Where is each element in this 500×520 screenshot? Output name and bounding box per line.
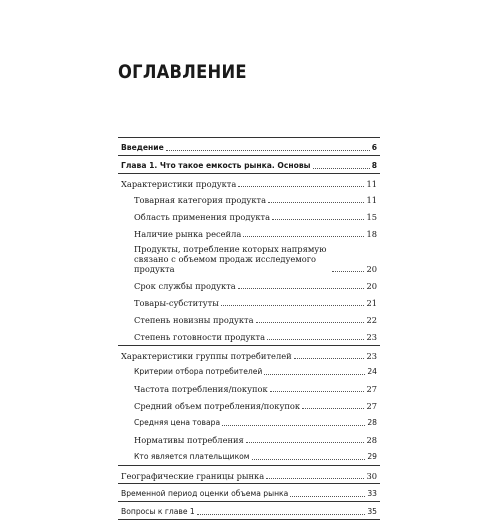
toc-entry-geographic-boundaries[interactable] xyxy=(118,465,380,483)
toc-page-number: 30 xyxy=(366,471,377,481)
toc-subentry[interactable] xyxy=(118,397,380,414)
toc-entry-time-period[interactable] xyxy=(118,483,380,501)
toc-entry-questions-chapter-1[interactable] xyxy=(118,501,380,520)
toc-entry-label: Наличие рынка ресейла xyxy=(134,229,242,239)
toc-subentry[interactable] xyxy=(118,448,380,465)
toc-subentry[interactable] xyxy=(118,242,380,277)
toc-page-number: 21 xyxy=(366,298,377,308)
toc-page-number: 27 xyxy=(366,384,377,394)
toc-entry-chapter-1[interactable] xyxy=(118,155,380,173)
dot-leader xyxy=(243,236,364,237)
toc-entry-label: Степень новизны продукта xyxy=(134,315,254,325)
dot-leader xyxy=(332,271,364,272)
dot-leader xyxy=(166,150,370,151)
toc-entry-label: Характеристики группы потребителей xyxy=(121,351,292,361)
toc-page-number: 11 xyxy=(366,195,377,205)
dot-leader xyxy=(313,168,370,169)
dot-leader xyxy=(246,442,365,443)
dot-leader xyxy=(267,339,364,340)
toc-entry-label: Введение xyxy=(121,143,164,152)
toc-subentry[interactable] xyxy=(118,363,380,380)
toc-subentry[interactable] xyxy=(118,191,380,208)
toc-subentry[interactable] xyxy=(118,431,380,448)
dot-leader xyxy=(252,459,366,460)
toc-subentry[interactable] xyxy=(118,225,380,242)
toc-subentry[interactable] xyxy=(118,294,380,311)
table-of-contents xyxy=(118,137,380,520)
toc-page-number: 18 xyxy=(366,229,377,239)
toc-page-number: 28 xyxy=(367,418,377,427)
dot-leader xyxy=(256,322,365,323)
toc-page-number: 20 xyxy=(366,264,377,274)
toc-subentry[interactable] xyxy=(118,208,380,225)
toc-entry-introduction[interactable] xyxy=(118,137,380,155)
toc-page-number: 15 xyxy=(366,212,377,222)
toc-page-number: 6 xyxy=(371,143,377,152)
toc-entry-label: Временной период оценки объема рынка xyxy=(121,489,289,498)
toc-subentry[interactable] xyxy=(118,311,380,328)
toc-subentry[interactable] xyxy=(118,414,380,431)
dot-leader xyxy=(290,496,365,497)
toc-entry-product-characteristics[interactable] xyxy=(118,173,380,191)
toc-entry-label: Географические границы рынка xyxy=(121,471,265,481)
dot-leader xyxy=(238,288,365,289)
page-title: ОГЛАВЛЕНИЕ xyxy=(118,61,247,83)
toc-entry-label: Товарная категория продукта xyxy=(134,195,267,205)
toc-entry-label: Глава 1. Что такое емкость рынка. Основы xyxy=(121,161,311,170)
toc-page-number: 8 xyxy=(371,161,377,170)
dot-leader xyxy=(266,478,364,479)
toc-entry-label: Средняя цена товара xyxy=(134,418,221,427)
dot-leader xyxy=(264,374,365,375)
toc-page-number: 11 xyxy=(366,179,377,189)
dot-leader xyxy=(294,358,365,359)
toc-entry-label: Продукты, потребление которых напрямую связано с объемом продаж исследуемого продукта xyxy=(134,244,327,274)
toc-entry-consumer-group-characteristics[interactable] xyxy=(118,345,380,363)
dot-leader xyxy=(221,305,365,306)
toc-entry-label: Критерии отбора потребителей xyxy=(134,367,263,376)
toc-page-number: 24 xyxy=(367,367,377,376)
toc-entry-label: Частота потребления/покупок xyxy=(134,384,268,394)
toc-entry-label: Нормативы потребления xyxy=(134,435,244,445)
toc-page-number: 23 xyxy=(366,332,377,342)
toc-page-number: 28 xyxy=(366,435,377,445)
toc-entry-label: Область применения продукта xyxy=(134,212,271,222)
toc-page-number: 22 xyxy=(366,315,377,325)
dot-leader xyxy=(197,514,366,515)
toc-page-number: 33 xyxy=(367,489,377,498)
toc-entry-label: Кто является плательщиком xyxy=(134,452,250,461)
toc-entry-label: Товары-субституты xyxy=(134,298,219,308)
dot-leader xyxy=(222,425,365,426)
toc-page-number: 20 xyxy=(366,281,377,291)
toc-page-number: 27 xyxy=(366,401,377,411)
toc-entry-label: Характеристики продукта xyxy=(121,179,237,189)
dot-leader xyxy=(270,391,365,392)
toc-entry-label: Степень готовности продукта xyxy=(134,332,266,342)
toc-page-number: 35 xyxy=(367,507,377,516)
toc-subentry[interactable] xyxy=(118,277,380,294)
toc-subentry[interactable] xyxy=(118,380,380,397)
toc-entry-label: Средний объем потребления/покупок xyxy=(134,401,301,411)
toc-page-number: 23 xyxy=(366,351,377,361)
dot-leader xyxy=(302,408,364,409)
toc-subentry[interactable] xyxy=(118,328,380,345)
toc-entry-label: Срок службы продукта xyxy=(134,281,236,291)
toc-entry-label: Вопросы к главе 1 xyxy=(121,507,195,516)
dot-leader xyxy=(268,202,364,203)
dot-leader xyxy=(238,186,364,187)
toc-page-number: 29 xyxy=(367,452,377,461)
dot-leader xyxy=(272,219,364,220)
